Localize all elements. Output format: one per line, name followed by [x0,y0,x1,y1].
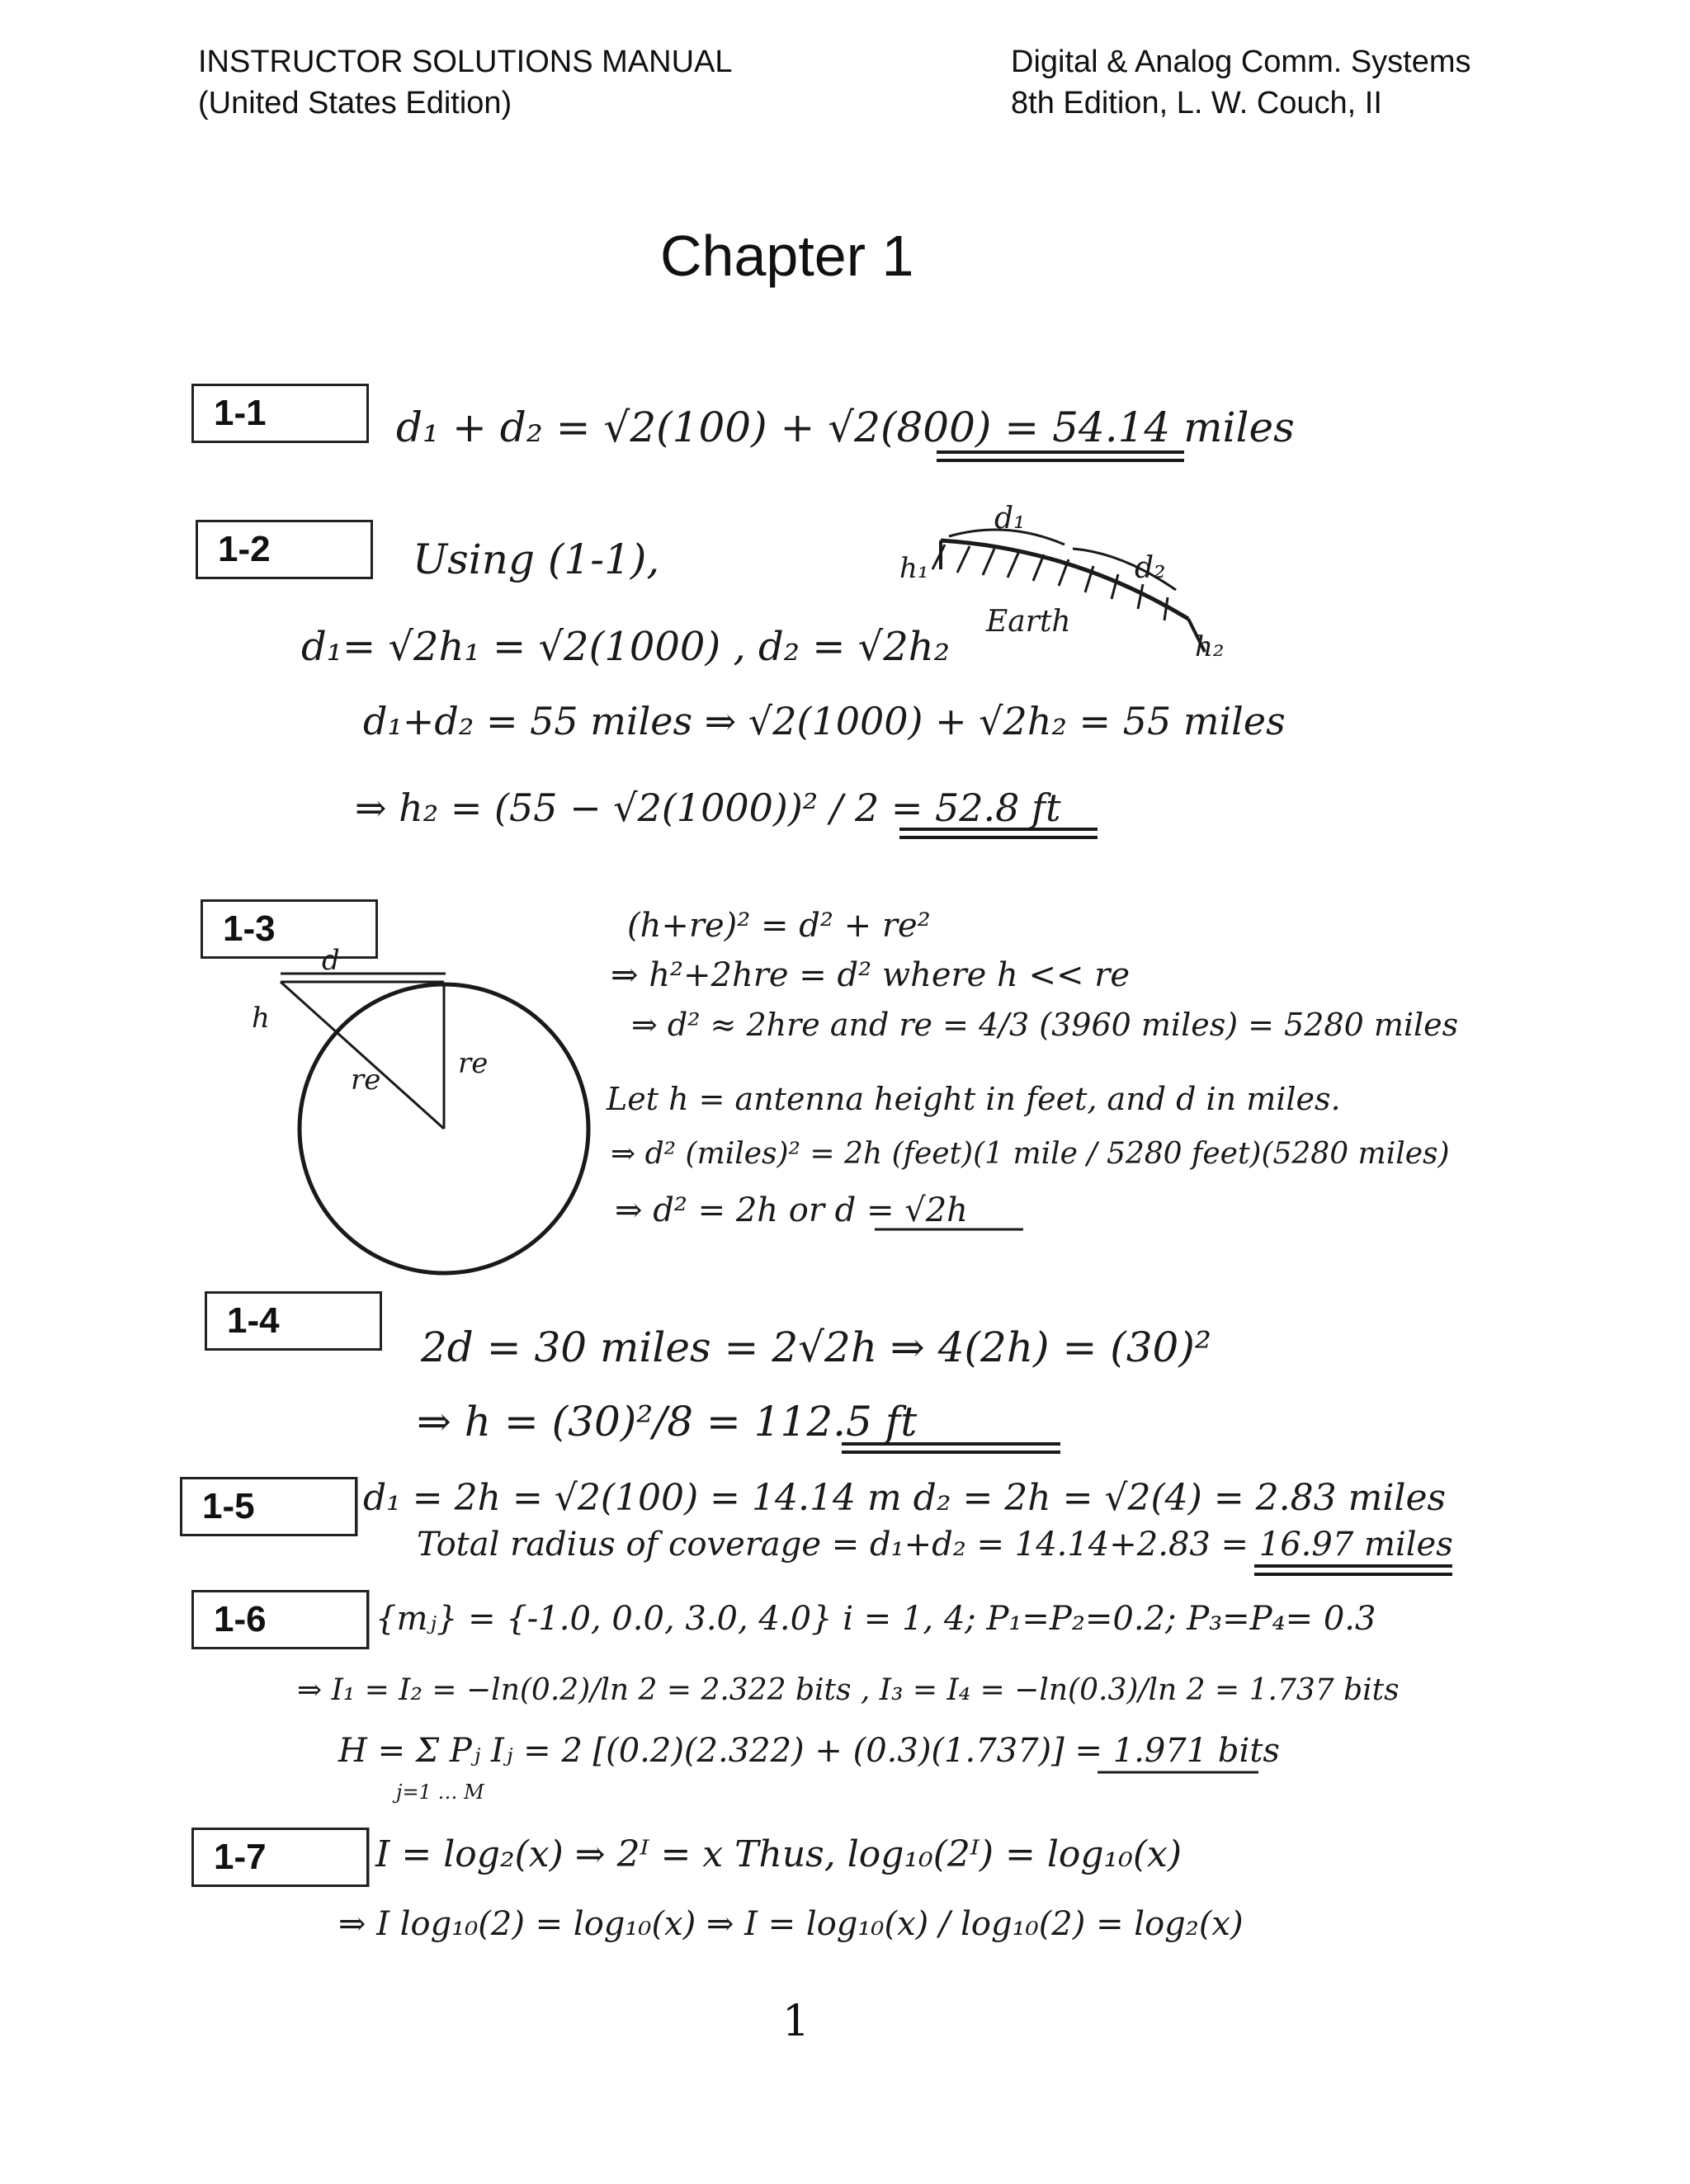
problem-label-1-7: 1-7 [191,1828,369,1887]
figure-label-re-diagonal: re [351,1064,381,1097]
solution-1-3-line-1: (h+re)² = d² + re² [627,907,931,945]
problem-label-1-2: 1-2 [196,520,373,579]
problem-label-1-4: 1-4 [205,1291,382,1351]
figure-label-earth: Earth [986,605,1071,639]
solution-1-3-line-3: ⇒ d² ≈ 2hre and re = 4/3 (3960 miles) = 5280 miles [631,1007,1459,1043]
figure-label-h1: h₁ [899,552,929,585]
figure-label-re-vertical: re [458,1047,489,1080]
problem-label-1-6: 1-6 [191,1590,369,1649]
problem-label-1-3: 1-3 [201,899,378,959]
solution-1-6-line-1: {mⱼ} = {-1.0, 0.0, 3.0, 4.0} i = 1, 4; P₁=P₂=0.2; P₃=P₄= 0.3 [375,1600,1376,1638]
solution-1-2-line-2: d₁= √2h₁ = √2(1000) , d₂ = √2h₂ [301,624,950,670]
solution-1-4-line-1: 2d = 30 miles = 2√2h ⇒ 4(2h) = (30)² [421,1323,1211,1371]
solution-1-5-line-1: d₁ = 2h = √2(100) = 14.14 m d₂ = 2h = √2(4) = 2.83 miles [363,1477,1447,1519]
solution-1-2-line-3: d₁+d₂ = 55 miles ⇒ √2(1000) + √2h₂ = 55 miles [363,699,1286,743]
problem-label-1-1: 1-1 [191,384,369,443]
header-edition-region: (United States Edition) [198,86,512,120]
solution-1-6-line-3: H = Σ Pⱼ Iⱼ = 2 [(0.2)(2.322) + (0.3)(1.737)] = 1.971 bits [338,1732,1280,1770]
solution-1-1-line-1: d₁ + d₂ = √2(100) + √2(800) = 54.14 miles [396,403,1295,451]
solution-1-2-line-4: ⇒ h₂ = (55 − √2(1000))² / 2 = 52.8 ft [355,785,1061,830]
figure-label-h: h [252,1002,270,1035]
solution-1-6-line-2: ⇒ I₁ = I₂ = −ln(0.2)/ln 2 = 2.322 bits , I₃ = I₄ = −ln(0.3)/ln 2 = 1.737 bits [297,1673,1400,1707]
figure-label-d1: d₁ [994,502,1026,535]
earth-radius-figure [252,944,588,1273]
header-manual-title: INSTRUCTOR SOLUTIONS MANUAL [198,45,733,79]
chapter-title: Chapter 1 [660,224,914,288]
solution-1-3-line-5: ⇒ d² (miles)² = 2h (feet)(1 mile / 5280 feet)(5280 miles) [611,1137,1450,1171]
figure-label-d: d [322,944,340,977]
solution-1-6-sum-limits: j=1 … M [396,1781,484,1804]
hypotenuse-line [281,982,444,1129]
header-book-title: Digital & Analog Comm. Systems [1011,45,1471,79]
figure-label-h2: h₂ [1195,630,1225,663]
solution-1-3-line-6: ⇒ d² = 2h or d = √2h [615,1191,968,1229]
solution-1-5-line-2: Total radius of coverage = d₁+d₂ = 14.14+2.83 = 16.97 miles [417,1526,1453,1564]
solution-1-7-line-1: I = log₂(x) ⇒ 2ᴵ = x Thus, log₁₀(2ᴵ) = log₁₀(x) [375,1833,1182,1875]
page-number: 1 [782,1997,810,2046]
solution-1-4-line-2: ⇒ h = (30)²/8 = 112.5 ft [417,1398,918,1446]
figure-label-d2: d₂ [1135,551,1166,585]
problem-label-1-5: 1-5 [180,1477,357,1536]
solution-1-3-line-2: ⇒ h²+2hre = d² where h << re [611,956,1131,994]
solution-1-7-line-2: ⇒ I log₁₀(2) = log₁₀(x) ⇒ I = log₁₀(x) / log₁₀(2) = log₂(x) [338,1905,1244,1943]
solution-1-2-line-1: Using (1-1), [413,535,660,583]
solution-1-3-line-4: Let h = antenna height in feet, and d in miles. [607,1081,1341,1117]
header-book-edition: 8th Edition, L. W. Couch, II [1011,86,1382,120]
